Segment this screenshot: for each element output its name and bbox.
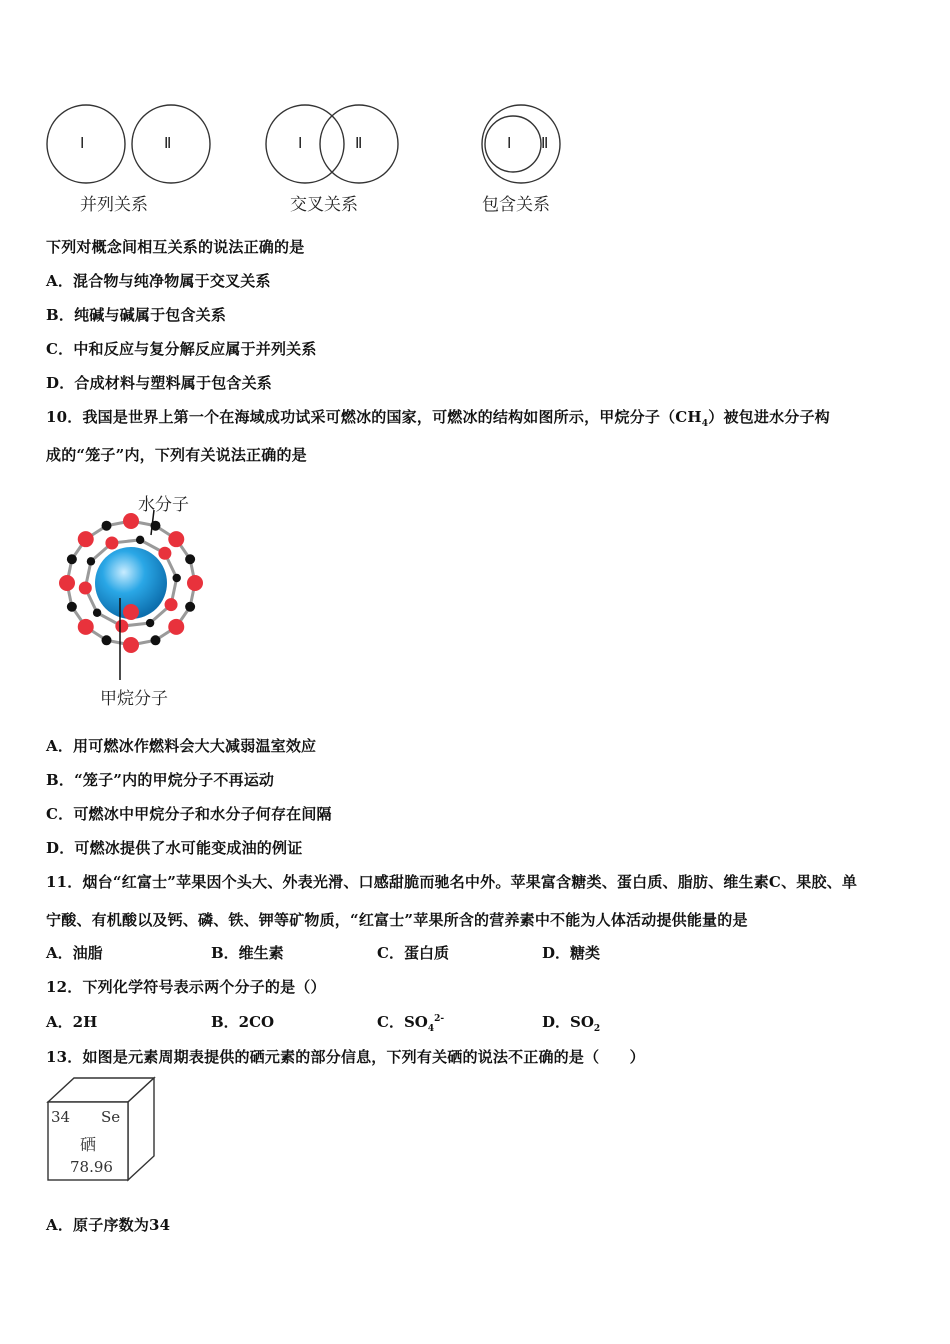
contain-roman-1: Ⅰ [507, 134, 512, 152]
q12-option-d-sub: 2 [593, 1024, 601, 1034]
oxygen-atom [115, 620, 128, 633]
hydrogen-atom [67, 602, 77, 612]
oxygen-atom [78, 531, 94, 547]
hydrogen-atom [173, 574, 181, 582]
q12-option-d[interactable] [542, 1011, 600, 1034]
hydrogen-atom [87, 557, 95, 565]
q11-stem-line1: 11．烟台“红富士”苹果因个头大、外表光滑、口感甜脆而驰名中外。苹果富含糖类、蛋白质、脂肪、维生素C、果胶、单 [46, 873, 858, 891]
water-molecule-label: 水分子 [138, 495, 189, 515]
label-contain: 包含关系 [482, 195, 550, 215]
element-symbol: Se [101, 1108, 121, 1126]
oxygen-atom [79, 582, 92, 595]
q9-option-b[interactable]: B．纯碱与碱属于包含关系 [46, 306, 227, 324]
q10-option-b[interactable]: B．“笼子”内的甲烷分子不再运动 [46, 771, 275, 789]
oxygen-atom [158, 547, 171, 560]
q11-option-a[interactable]: A．油脂 [46, 944, 103, 962]
q9-option-a[interactable]: A．混合物与纯净物属于交叉关系 [46, 272, 271, 290]
oxygen-atom [187, 575, 203, 591]
contain-circle-inner [485, 116, 541, 172]
clathrate-figure [0, 480, 260, 710]
q11-stem-line2: 宁酸、有机酸以及钙、磷、铁、钾等矿物质，“红富士”苹果所含的营养素中不能为人体活动提供能量的是 [46, 911, 748, 929]
element-number: 34 [51, 1108, 71, 1126]
parallel-circle-1 [47, 105, 125, 183]
cross-circle-1 [266, 105, 344, 183]
q13-option-a[interactable]: A．原子序数为34 [46, 1216, 171, 1234]
q11-option-b[interactable]: B．维生素 [211, 944, 284, 962]
element-name: 硒 [80, 1135, 97, 1154]
q9-stem: 下列对概念间相互关系的说法正确的是 [46, 238, 305, 256]
q13-stem: 13．如图是元素周期表提供的硒元素的部分信息，下列有关硒的说法不正确的是（ ） [46, 1048, 645, 1066]
q10-line1-pre: 10．我国是世界上第一个在海域成功试采可燃冰的国家，可燃冰的结构如图所示，甲烷分子（CH [46, 408, 702, 426]
hydrogen-atom [93, 609, 101, 617]
q12-option-b[interactable]: B．2CO [211, 1013, 275, 1031]
hydrogen-atom [150, 635, 160, 645]
cross-roman-2: Ⅱ [355, 134, 363, 152]
q10-stem-line1 [46, 406, 830, 429]
label-parallel: 并列关系 [80, 195, 148, 215]
hydrogen-atom [67, 554, 77, 564]
hydrogen-atom [146, 619, 154, 627]
q10-option-d[interactable]: D．可燃冰提供了水可能变成油的例证 [46, 839, 303, 857]
parallel-roman-2: Ⅱ [164, 134, 172, 152]
q12-option-c-base: C．SO [377, 1013, 428, 1031]
element-mass: 78.96 [70, 1158, 113, 1176]
parallel-roman-1: Ⅰ [80, 134, 85, 152]
label-cross: 交叉关系 [290, 195, 358, 215]
oxygen-atom [165, 598, 178, 611]
hydrogen-atom [185, 602, 195, 612]
oxygen-atom [123, 604, 139, 620]
oxygen-atom [168, 619, 184, 635]
hydrogen-atom [102, 635, 112, 645]
oxygen-atom [123, 637, 139, 653]
q10-option-c[interactable]: C．可燃冰中甲烷分子和水分子何存在间隔 [46, 805, 332, 823]
q11-option-c[interactable]: C．蛋白质 [377, 944, 449, 962]
q10-line1-post: ）被包进水分子构 [708, 408, 830, 426]
q12-stem: 12．下列化学符号表示两个分子的是（） [46, 978, 326, 996]
oxygen-atom [105, 536, 118, 549]
q9-option-d[interactable]: D．合成材料与塑料属于包含关系 [46, 374, 273, 392]
q12-option-c[interactable] [377, 1011, 444, 1034]
hydrogen-atom [185, 554, 195, 564]
q11-option-d[interactable]: D．糖类 [542, 944, 601, 962]
q10-line1-sub: 4 [701, 419, 709, 429]
hydrogen-atom [136, 536, 144, 544]
q12-option-c-sub: 4 [427, 1024, 435, 1034]
oxygen-atom [168, 531, 184, 547]
q10-option-a[interactable]: A．用可燃冰作燃料会大大减弱温室效应 [46, 737, 317, 755]
contain-roman-2: Ⅱ [541, 134, 549, 152]
q9-option-c[interactable]: C．中和反应与复分解反应属于并列关系 [46, 340, 317, 358]
cross-roman-1: Ⅰ [298, 134, 303, 152]
oxygen-atom [123, 513, 139, 529]
q12-option-c-sup: 2- [434, 1014, 445, 1024]
q12-option-a[interactable]: A．2H [46, 1013, 98, 1031]
oxygen-atom [59, 575, 75, 591]
oxygen-atom [78, 619, 94, 635]
q10-stem-line2: 成的“笼子”内，下列有关说法正确的是 [46, 446, 307, 464]
methane-molecule-label: 甲烷分子 [100, 689, 168, 709]
q12-option-d-base: D．SO [542, 1013, 594, 1031]
hydrogen-atom [102, 521, 112, 531]
